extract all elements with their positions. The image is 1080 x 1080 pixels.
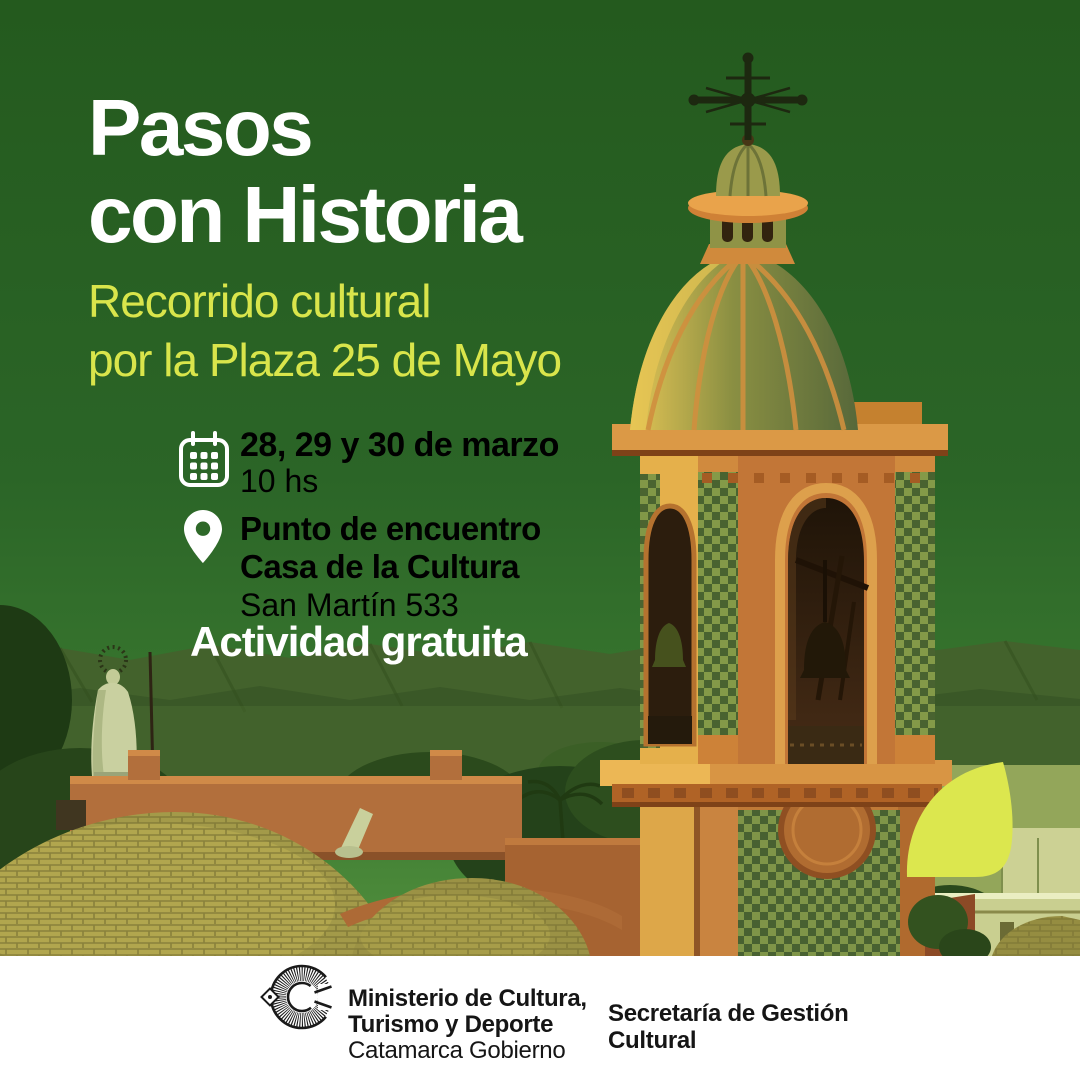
ministry-logo-text <box>348 986 587 1064</box>
page-title <box>88 84 520 258</box>
subtitle <box>88 272 561 390</box>
calendar-icon <box>178 430 230 490</box>
title-line-2: con Historia <box>88 170 521 259</box>
secretariat-line-1: Secretaría de Gestión <box>608 1000 849 1027</box>
subtitle-line-1: Recorrido cultural <box>88 275 431 327</box>
meeting-point-block <box>240 510 541 624</box>
ministry-line-2: Turismo y Deporte <box>348 1011 554 1038</box>
footer <box>0 956 1080 1080</box>
schedule-dates: 28, 29 y 30 de marzo <box>240 426 559 464</box>
catamarca-c-logo <box>260 958 340 1038</box>
meeting-point-line-3: San Martín 533 <box>240 587 459 623</box>
ministry-line-1: Ministerio de Cultura, <box>348 985 587 1012</box>
location-pin-icon <box>184 510 222 563</box>
subtitle-line-2: por la Plaza 25 de Mayo <box>88 334 562 386</box>
schedule-time: 10 hs <box>240 463 319 499</box>
meeting-point-line-1: Punto de encuentro <box>240 510 541 547</box>
schedule-block <box>240 426 559 498</box>
secretariat-line-2: Cultural <box>608 1027 697 1054</box>
title-line-1: Pasos <box>88 83 312 172</box>
meeting-point-line-2: Casa de la Cultura <box>240 548 519 585</box>
free-activity-note: Actividad gratuita <box>190 618 527 665</box>
secretariat-text <box>608 1000 848 1054</box>
ministry-line-3: Catamarca Gobierno <box>348 1037 566 1064</box>
